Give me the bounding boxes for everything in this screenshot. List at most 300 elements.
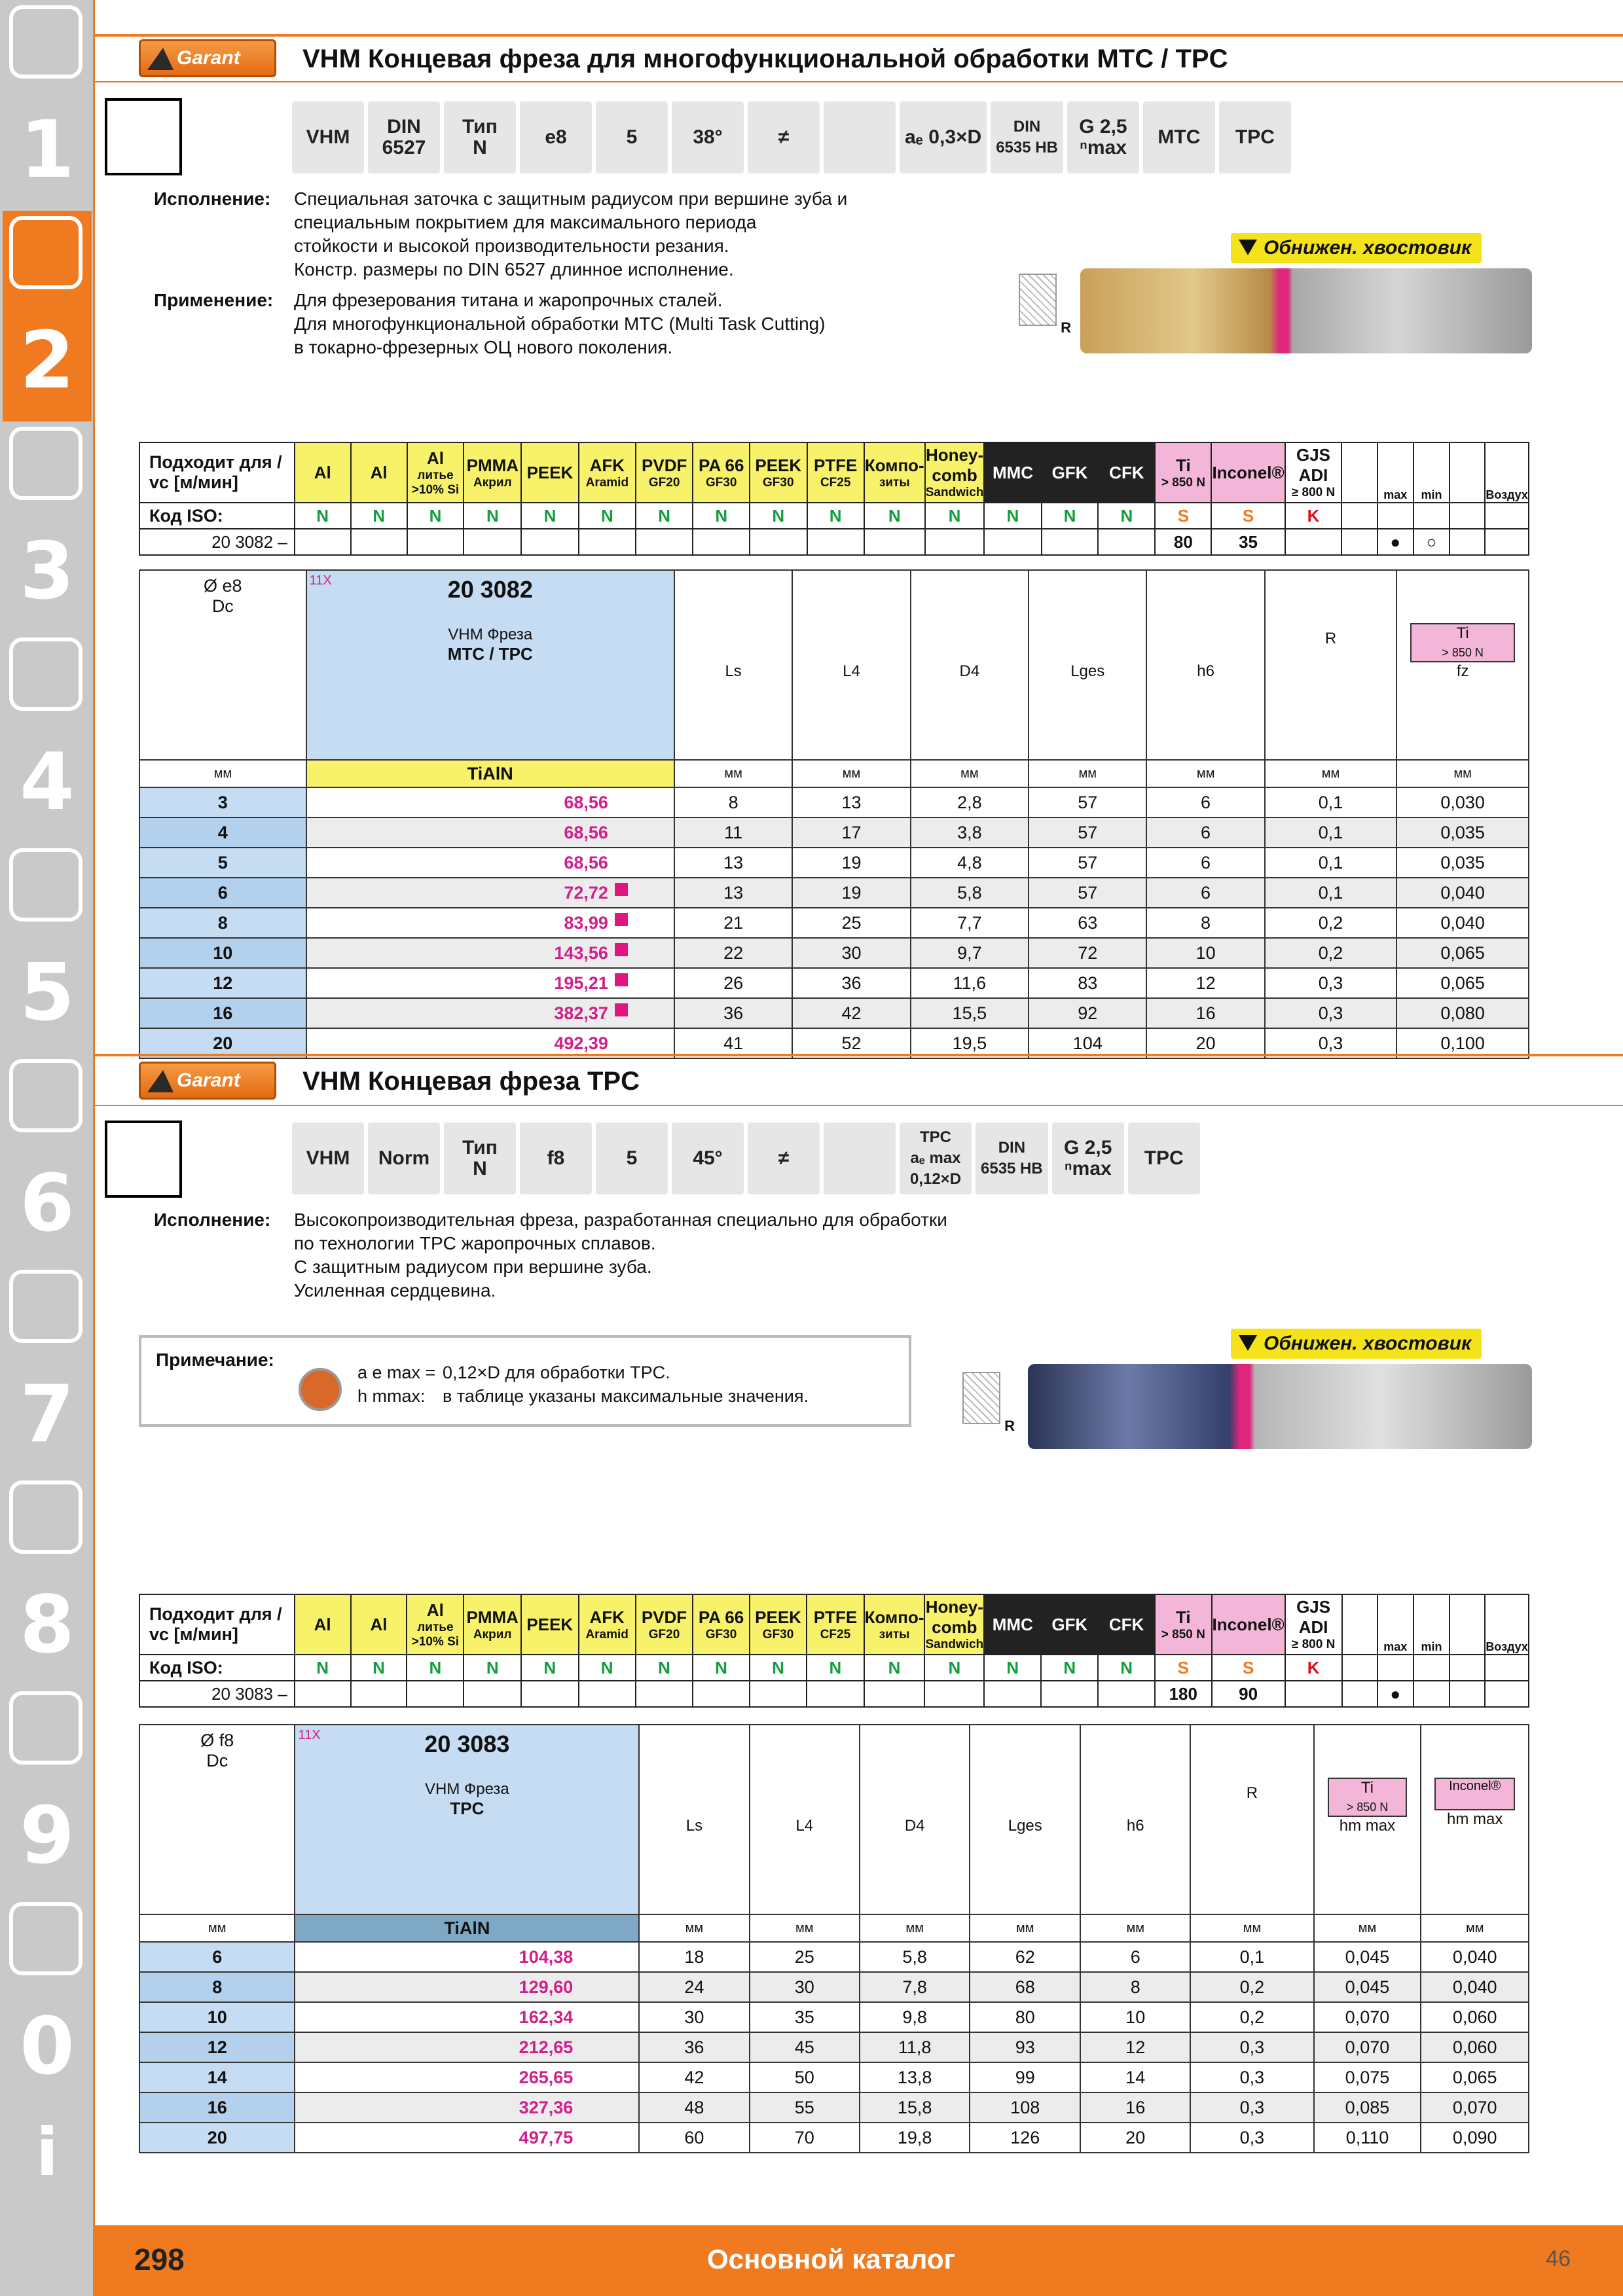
iso-cell: N xyxy=(521,1655,578,1681)
dim-header: h6 xyxy=(1146,570,1264,760)
radius-header: R xyxy=(1265,570,1397,760)
article-header: 11X 20 3083 VHM Фреза TPC xyxy=(295,1725,639,1914)
material-cell: Компо- зиты xyxy=(864,442,925,503)
property-chip: 38° xyxy=(672,101,744,173)
value-cell: 26 xyxy=(674,968,792,998)
coolant-cell xyxy=(1450,442,1485,503)
iso-cell: S xyxy=(1155,503,1211,529)
unit-cell: мм xyxy=(139,760,306,787)
text-line: Для фрезерования титана и жаропрочных сталей. xyxy=(294,290,723,310)
material-cell: Al литье >10% Si xyxy=(407,442,464,503)
divider-line xyxy=(95,34,1623,37)
ti-header: Ti > 850 N fz xyxy=(1396,570,1529,760)
property-chip: TPC aₑ max 0,12×D xyxy=(900,1122,972,1194)
diameter-cell: 8 xyxy=(139,908,306,938)
value-cell: 41 xyxy=(674,1028,792,1058)
vc-cell xyxy=(351,529,407,555)
coolant-cell xyxy=(1450,1594,1485,1655)
property-chip: aₑ 0,3×D xyxy=(900,101,987,173)
value-cell: 0,040 xyxy=(1396,908,1529,938)
value-cell: 5,8 xyxy=(860,1942,970,1972)
coolant-cell: ● xyxy=(1377,1681,1413,1707)
value-cell: 9,7 xyxy=(911,938,1029,968)
value-cell: 62 xyxy=(970,1942,1080,1972)
dimension-table-2 xyxy=(139,1724,1529,2153)
value-cell: 6 xyxy=(1146,878,1264,908)
material-cell: Inconel® xyxy=(1211,442,1285,503)
unit-cell: мм xyxy=(911,760,1029,787)
property-chip: MTC xyxy=(1143,101,1215,173)
value-cell: 80 xyxy=(970,2002,1080,2032)
value-cell: 19,5 xyxy=(911,1028,1029,1058)
section-number: 0 xyxy=(20,2001,75,2092)
value-cell: 0,080 xyxy=(1396,998,1529,1028)
value-cell: 0,035 xyxy=(1396,848,1529,878)
coolant-cell xyxy=(1377,503,1413,529)
value-cell: 25 xyxy=(792,908,910,938)
vc-cell xyxy=(521,529,578,555)
price-cell: 68,56 xyxy=(306,787,674,817)
value-cell: 0,040 xyxy=(1421,1942,1529,1972)
diameter-cell: 16 xyxy=(139,998,306,1028)
diameter-cell: 6 xyxy=(139,878,306,908)
value-cell: 25 xyxy=(750,1942,860,1972)
material-cell: Al xyxy=(295,442,351,503)
iso-cell: N xyxy=(351,503,407,529)
coolant-cell xyxy=(1450,1681,1485,1707)
unit-cell: мм xyxy=(1314,1914,1421,1942)
value-cell: 12 xyxy=(1080,2032,1190,2062)
garant-logo xyxy=(139,1062,276,1100)
dim-header: Lges xyxy=(1029,570,1146,760)
value-cell: 0,075 xyxy=(1314,2062,1421,2092)
price-cell: 497,75 xyxy=(295,2123,639,2153)
dia-header: Ø e8 Dc xyxy=(139,570,306,760)
divider-line xyxy=(95,81,1623,82)
unit-cell: мм xyxy=(674,760,792,787)
coolant-cell xyxy=(1413,1655,1450,1681)
sidebar-section-7[interactable] xyxy=(3,1265,92,1475)
value-cell: 42 xyxy=(792,998,910,1028)
vc-cell xyxy=(984,1681,1041,1707)
value-cell: 18 xyxy=(639,1942,749,1972)
material-cell: PEEK xyxy=(521,1594,578,1655)
unit-cell: мм xyxy=(970,1914,1080,1942)
coolant-cell: max xyxy=(1377,1594,1413,1655)
coating-cell: TiAlN xyxy=(306,760,674,787)
material-cell: PA 66 GF30 xyxy=(693,442,750,503)
material-cell: CFK xyxy=(1098,442,1155,503)
value-cell: 6 xyxy=(1080,1942,1190,1972)
property-icons-2 xyxy=(292,1122,1200,1194)
sidebar-section-i[interactable] xyxy=(3,2108,92,2238)
dimension-table-1 xyxy=(139,569,1529,1059)
price-cell: 143,56 xyxy=(306,938,674,968)
price-cell: 162,34 xyxy=(295,2002,639,2032)
value-cell: 57 xyxy=(1029,848,1146,878)
value-cell: 15,8 xyxy=(860,2092,970,2123)
vc-cell xyxy=(1098,1681,1155,1707)
sidebar-section-9[interactable] xyxy=(3,1686,92,1897)
value-cell: 12 xyxy=(1146,968,1264,998)
article-code: 20 3082 – xyxy=(139,529,295,555)
value-cell: 13 xyxy=(674,848,792,878)
value-cell: 0,040 xyxy=(1421,1972,1529,2002)
value-cell: 0,1 xyxy=(1265,878,1397,908)
value-cell: 2,8 xyxy=(911,787,1029,817)
iso-cell: N xyxy=(864,1655,925,1681)
sidebar-section-1[interactable] xyxy=(3,0,92,211)
diameter-cell: 14 xyxy=(139,2062,295,2092)
coolant-cell xyxy=(1485,1681,1529,1707)
diameter-cell: 20 xyxy=(139,2123,295,2153)
diameter-cell: 5 xyxy=(139,848,306,878)
property-chip: Тип N xyxy=(444,1122,516,1194)
price-cell: 72,72 xyxy=(306,878,674,908)
value-cell: 11,6 xyxy=(911,968,1029,998)
iso-cell: N xyxy=(750,1655,807,1681)
price-cell: 68,56 xyxy=(306,817,674,848)
mat-label: Подходит для / vc [м/мин] xyxy=(139,442,295,503)
property-chip: 5 xyxy=(596,1122,668,1194)
vc-cell xyxy=(351,1681,407,1707)
value-cell: 0,3 xyxy=(1190,2032,1313,2062)
iso-cell: N xyxy=(1098,1655,1155,1681)
value-cell: 0,060 xyxy=(1421,2032,1529,2062)
sidebar-section-2[interactable] xyxy=(3,211,92,422)
value-cell: 24 xyxy=(639,1972,749,2002)
value-cell: 0,060 xyxy=(1421,2002,1529,2032)
ti-header: Ti > 850 N hm max xyxy=(1314,1725,1421,1914)
note-text-1: 0,12×D для обработки TPC. xyxy=(443,1363,670,1382)
page-number: 298 xyxy=(134,2242,185,2276)
coolant-cell xyxy=(1450,503,1485,529)
vc-cell xyxy=(295,1681,351,1707)
value-cell: 0,100 xyxy=(1396,1028,1529,1058)
material-cell: MMC xyxy=(984,1594,1041,1655)
coolant-cell xyxy=(1485,503,1529,529)
vc-cell xyxy=(1285,1681,1342,1707)
section-icon xyxy=(9,427,82,500)
property-chip: ≠ xyxy=(748,101,820,173)
value-cell: 3,8 xyxy=(911,817,1029,848)
note-symbol-ae: a e max = xyxy=(357,1363,436,1382)
section-number: 3 xyxy=(20,526,75,617)
radius-icon xyxy=(1019,274,1057,326)
reduced-shank-label: Обнижен. хвостовик xyxy=(1231,233,1482,263)
material-cell: Компо- зиты xyxy=(864,1594,925,1655)
value-cell: 108 xyxy=(970,2092,1080,2123)
sidebar-section-4[interactable] xyxy=(3,632,92,843)
value-cell: 0,070 xyxy=(1314,2002,1421,2032)
material-cell: MMC xyxy=(984,442,1041,503)
section-number: 7 xyxy=(20,1369,75,1460)
iso-cell: N xyxy=(925,503,985,529)
value-cell: 0,2 xyxy=(1190,1972,1313,2002)
diameter-cell: 8 xyxy=(139,1972,295,2002)
price-cell: 195,21 xyxy=(306,968,674,998)
coolant-cell xyxy=(1450,1655,1485,1681)
coolant-cell xyxy=(1342,1681,1377,1707)
value-cell: 0,030 xyxy=(1396,787,1529,817)
iso-cell: N xyxy=(807,1655,864,1681)
value-cell: 0,3 xyxy=(1265,968,1397,998)
value-cell: 36 xyxy=(792,968,910,998)
value-cell: 11 xyxy=(674,817,792,848)
note-text-2: в таблице указаны максимальные значения. xyxy=(443,1386,809,1406)
text-line: Для многофункциональной обработки MTC (Multi Task Cutting) xyxy=(294,314,826,334)
catalog-name: Основной каталог xyxy=(707,2244,955,2274)
value-cell: 0,090 xyxy=(1421,2123,1529,2153)
vc-cell xyxy=(1285,529,1342,555)
app-text xyxy=(294,289,826,359)
iso-cell: N xyxy=(1042,503,1099,529)
dim-header: L4 xyxy=(792,570,910,760)
value-cell: 6 xyxy=(1146,848,1264,878)
value-cell: 7,8 xyxy=(860,1972,970,2002)
value-cell: 0,065 xyxy=(1421,2062,1529,2092)
logo-text: Garant xyxy=(177,47,240,69)
vc-cell xyxy=(1041,1681,1098,1707)
material-cell: PMMA Акрил xyxy=(464,1594,521,1655)
end-mill-image xyxy=(1028,1364,1532,1449)
note-box xyxy=(139,1335,911,1427)
section-number: 9 xyxy=(20,1791,75,1882)
value-cell: 57 xyxy=(1029,878,1146,908)
value-cell: 36 xyxy=(639,2032,749,2062)
iso-cell: S xyxy=(1212,1655,1285,1681)
sidebar-section-8[interactable] xyxy=(3,1475,92,1686)
iso-cell: N xyxy=(924,1655,984,1681)
sidebar-section-5[interactable] xyxy=(3,843,92,1054)
price-cell: 129,60 xyxy=(295,1972,639,2002)
value-cell: 0,1 xyxy=(1265,817,1397,848)
unit-cell: мм xyxy=(639,1914,749,1942)
text-line: Высокопроизводительная фреза, разработанная специально для обработки xyxy=(294,1210,947,1230)
logo-text: Garant xyxy=(177,1069,240,1091)
sidebar-section-0[interactable] xyxy=(3,1897,92,2108)
section-icon xyxy=(9,1902,82,1975)
coolant-cell xyxy=(1342,1594,1377,1655)
inconel-header: Inconel® hm max xyxy=(1421,1725,1529,1914)
iso-cell: N xyxy=(636,503,693,529)
value-cell: 0,040 xyxy=(1396,878,1529,908)
material-cell: Inconel® xyxy=(1212,1594,1285,1655)
value-cell: 6 xyxy=(1146,787,1264,817)
price-cell: 327,36 xyxy=(295,2092,639,2123)
coolant-cell xyxy=(1485,1655,1529,1681)
iso-cell: S xyxy=(1155,1655,1211,1681)
iso-cell: N xyxy=(693,1655,750,1681)
vc-cell xyxy=(807,1681,864,1707)
value-cell: 22 xyxy=(674,938,792,968)
value-cell: 5,8 xyxy=(911,878,1029,908)
section-number: 1 xyxy=(20,105,75,196)
iso-label: Код ISO: xyxy=(139,1655,295,1681)
value-cell: 0,3 xyxy=(1190,2092,1313,2123)
value-cell: 0,085 xyxy=(1314,2092,1421,2123)
diameter-cell: 6 xyxy=(139,1942,295,1972)
section-icon xyxy=(9,1691,82,1765)
value-cell: 4,8 xyxy=(911,848,1029,878)
value-cell: 57 xyxy=(1029,787,1146,817)
coolant-cell xyxy=(1342,1655,1377,1681)
value-cell: 0,045 xyxy=(1314,1972,1421,2002)
value-cell: 36 xyxy=(674,998,792,1028)
price-cell: 382,37 xyxy=(306,998,674,1028)
coolant-cell xyxy=(1413,1681,1450,1707)
material-cell: Al литье >10% Si xyxy=(407,1594,464,1655)
diameter-cell: 10 xyxy=(139,938,306,968)
exec-text xyxy=(294,1208,947,1302)
unit-cell: мм xyxy=(1396,760,1529,787)
material-cell: Al xyxy=(351,1594,407,1655)
sidebar-section-6[interactable] xyxy=(3,1054,92,1265)
section-number: i xyxy=(35,2114,59,2191)
app-label: Применение: xyxy=(154,290,274,310)
vc-cell: 180 xyxy=(1155,1681,1211,1707)
value-cell: 0,3 xyxy=(1190,2123,1313,2153)
qr-code-icon xyxy=(105,98,182,175)
section-icon xyxy=(9,848,82,922)
value-cell: 35 xyxy=(750,2002,860,2032)
value-cell: 0,2 xyxy=(1265,938,1397,968)
section-icon xyxy=(9,216,82,289)
material-cell: PMMA Акрил xyxy=(464,442,521,503)
value-cell: 19 xyxy=(792,848,910,878)
iso-cell: N xyxy=(464,503,521,529)
material-cell: GFK xyxy=(1042,442,1099,503)
property-chip: ≠ xyxy=(748,1122,820,1194)
material-cell: Al xyxy=(295,1594,351,1655)
iso-cell: N xyxy=(984,1655,1041,1681)
section-icon xyxy=(9,5,82,79)
property-chip xyxy=(824,101,896,173)
value-cell: 8 xyxy=(1080,1972,1190,2002)
vc-cell xyxy=(295,529,351,555)
exec-label: Исполнение: xyxy=(154,1210,271,1230)
dim-header: L4 xyxy=(750,1725,860,1914)
price-cell: 212,65 xyxy=(295,2032,639,2062)
dim-header: Ls xyxy=(639,1725,749,1914)
text-line: Специальная заточка с защитным радиусом при вершине зуба и xyxy=(294,188,848,209)
product-title-2: VHM Концевая фреза TPC xyxy=(302,1067,640,1096)
property-chip: DIN 6535 HB xyxy=(976,1122,1048,1194)
material-cell: PVDF GF20 xyxy=(636,1594,693,1655)
exec-label: Исполнение: xyxy=(154,188,271,209)
value-cell: 55 xyxy=(750,2092,860,2123)
iso-cell: K xyxy=(1285,503,1342,529)
material-cell: PEEK GF30 xyxy=(750,1594,807,1655)
dim-header: Ls xyxy=(674,570,792,760)
dia-header: Ø f8 Dc xyxy=(139,1725,295,1914)
garant-logo xyxy=(139,39,276,77)
coating-cell: TiAlN xyxy=(295,1914,639,1942)
text-line: стойкости и высокой производительности резания. xyxy=(294,236,729,256)
value-cell: 48 xyxy=(639,2092,749,2123)
vc-cell xyxy=(807,529,864,555)
value-cell: 68 xyxy=(970,1972,1080,2002)
coolant-cell xyxy=(1341,503,1377,529)
material-cell: GJS ADI ≥ 800 N xyxy=(1285,1594,1342,1655)
iso-cell: N xyxy=(295,503,351,529)
section-icon xyxy=(9,1270,82,1343)
product-title-1: VHM Концевая фреза для многофункциональной обработки MTC / TPC xyxy=(302,45,1228,73)
section-number: 2 xyxy=(20,315,75,406)
material-cell: PEEK GF30 xyxy=(750,442,807,503)
value-cell: 13 xyxy=(792,787,910,817)
section-icon xyxy=(9,637,82,711)
unit-cell: мм xyxy=(1421,1914,1529,1942)
description-1 xyxy=(154,187,939,364)
note-label: Примечание: xyxy=(156,1350,274,1370)
property-chip xyxy=(824,1122,896,1194)
value-cell: 9,8 xyxy=(860,2002,970,2032)
unit-cell: мм xyxy=(1190,1914,1313,1942)
value-cell: 16 xyxy=(1146,998,1264,1028)
radius-header: R xyxy=(1190,1725,1313,1914)
value-cell: 0,035 xyxy=(1396,817,1529,848)
value-cell: 104 xyxy=(1029,1028,1146,1058)
value-cell: 99 xyxy=(970,2062,1080,2092)
value-cell: 19,8 xyxy=(860,2123,970,2153)
vc-cell xyxy=(1098,529,1155,555)
iso-cell: N xyxy=(407,503,464,529)
value-cell: 14 xyxy=(1080,2062,1190,2092)
section-icon xyxy=(9,1059,82,1132)
section-number: 5 xyxy=(20,948,75,1039)
unit-cell: мм xyxy=(1029,760,1146,787)
coolant-cell: Воздух xyxy=(1485,1594,1529,1655)
note-symbol-hm: h mmax: xyxy=(357,1386,426,1406)
iso-cell: N xyxy=(1041,1655,1098,1681)
divider-line xyxy=(95,1105,1623,1106)
vc-cell xyxy=(925,529,985,555)
material-cell: Ti > 850 N xyxy=(1155,1594,1211,1655)
vc-cell xyxy=(864,1681,925,1707)
text-line: специальным покрытием для максимального периода xyxy=(294,212,757,232)
value-cell: 8 xyxy=(674,787,792,817)
price-cell: 492,39 xyxy=(306,1028,674,1058)
coolant-cell xyxy=(1450,529,1485,555)
value-cell: 0,3 xyxy=(1265,1028,1397,1058)
section-number: 8 xyxy=(20,1580,75,1671)
property-chip: DIN 6535 HB xyxy=(991,101,1063,173)
section-number: 4 xyxy=(20,737,75,828)
value-cell: 0,065 xyxy=(1396,968,1529,998)
value-cell: 15,5 xyxy=(911,998,1029,1028)
material-cell: Honey-comb Sandwich xyxy=(924,1594,984,1655)
unit-cell: мм xyxy=(1080,1914,1190,1942)
iso-cell: N xyxy=(351,1655,407,1681)
divider-line xyxy=(95,1054,1623,1056)
value-cell: 72 xyxy=(1029,938,1146,968)
vc-cell: 80 xyxy=(1155,529,1211,555)
coolant-cell: min xyxy=(1413,442,1450,503)
material-cell: Honey-comb Sandwich xyxy=(925,442,985,503)
qr-code-icon xyxy=(105,1121,182,1198)
iso-cell: N xyxy=(579,503,636,529)
value-cell: 70 xyxy=(750,2123,860,2153)
property-chip: Тип N xyxy=(444,101,516,173)
end-mill-image xyxy=(1080,268,1532,353)
dim-header: Lges xyxy=(970,1725,1080,1914)
vc-cell xyxy=(984,529,1041,555)
price-cell: 104,38 xyxy=(295,1942,639,1972)
value-cell: 13 xyxy=(674,878,792,908)
sidebar-section-3[interactable] xyxy=(3,422,92,632)
value-cell: 0,070 xyxy=(1421,2092,1529,2123)
